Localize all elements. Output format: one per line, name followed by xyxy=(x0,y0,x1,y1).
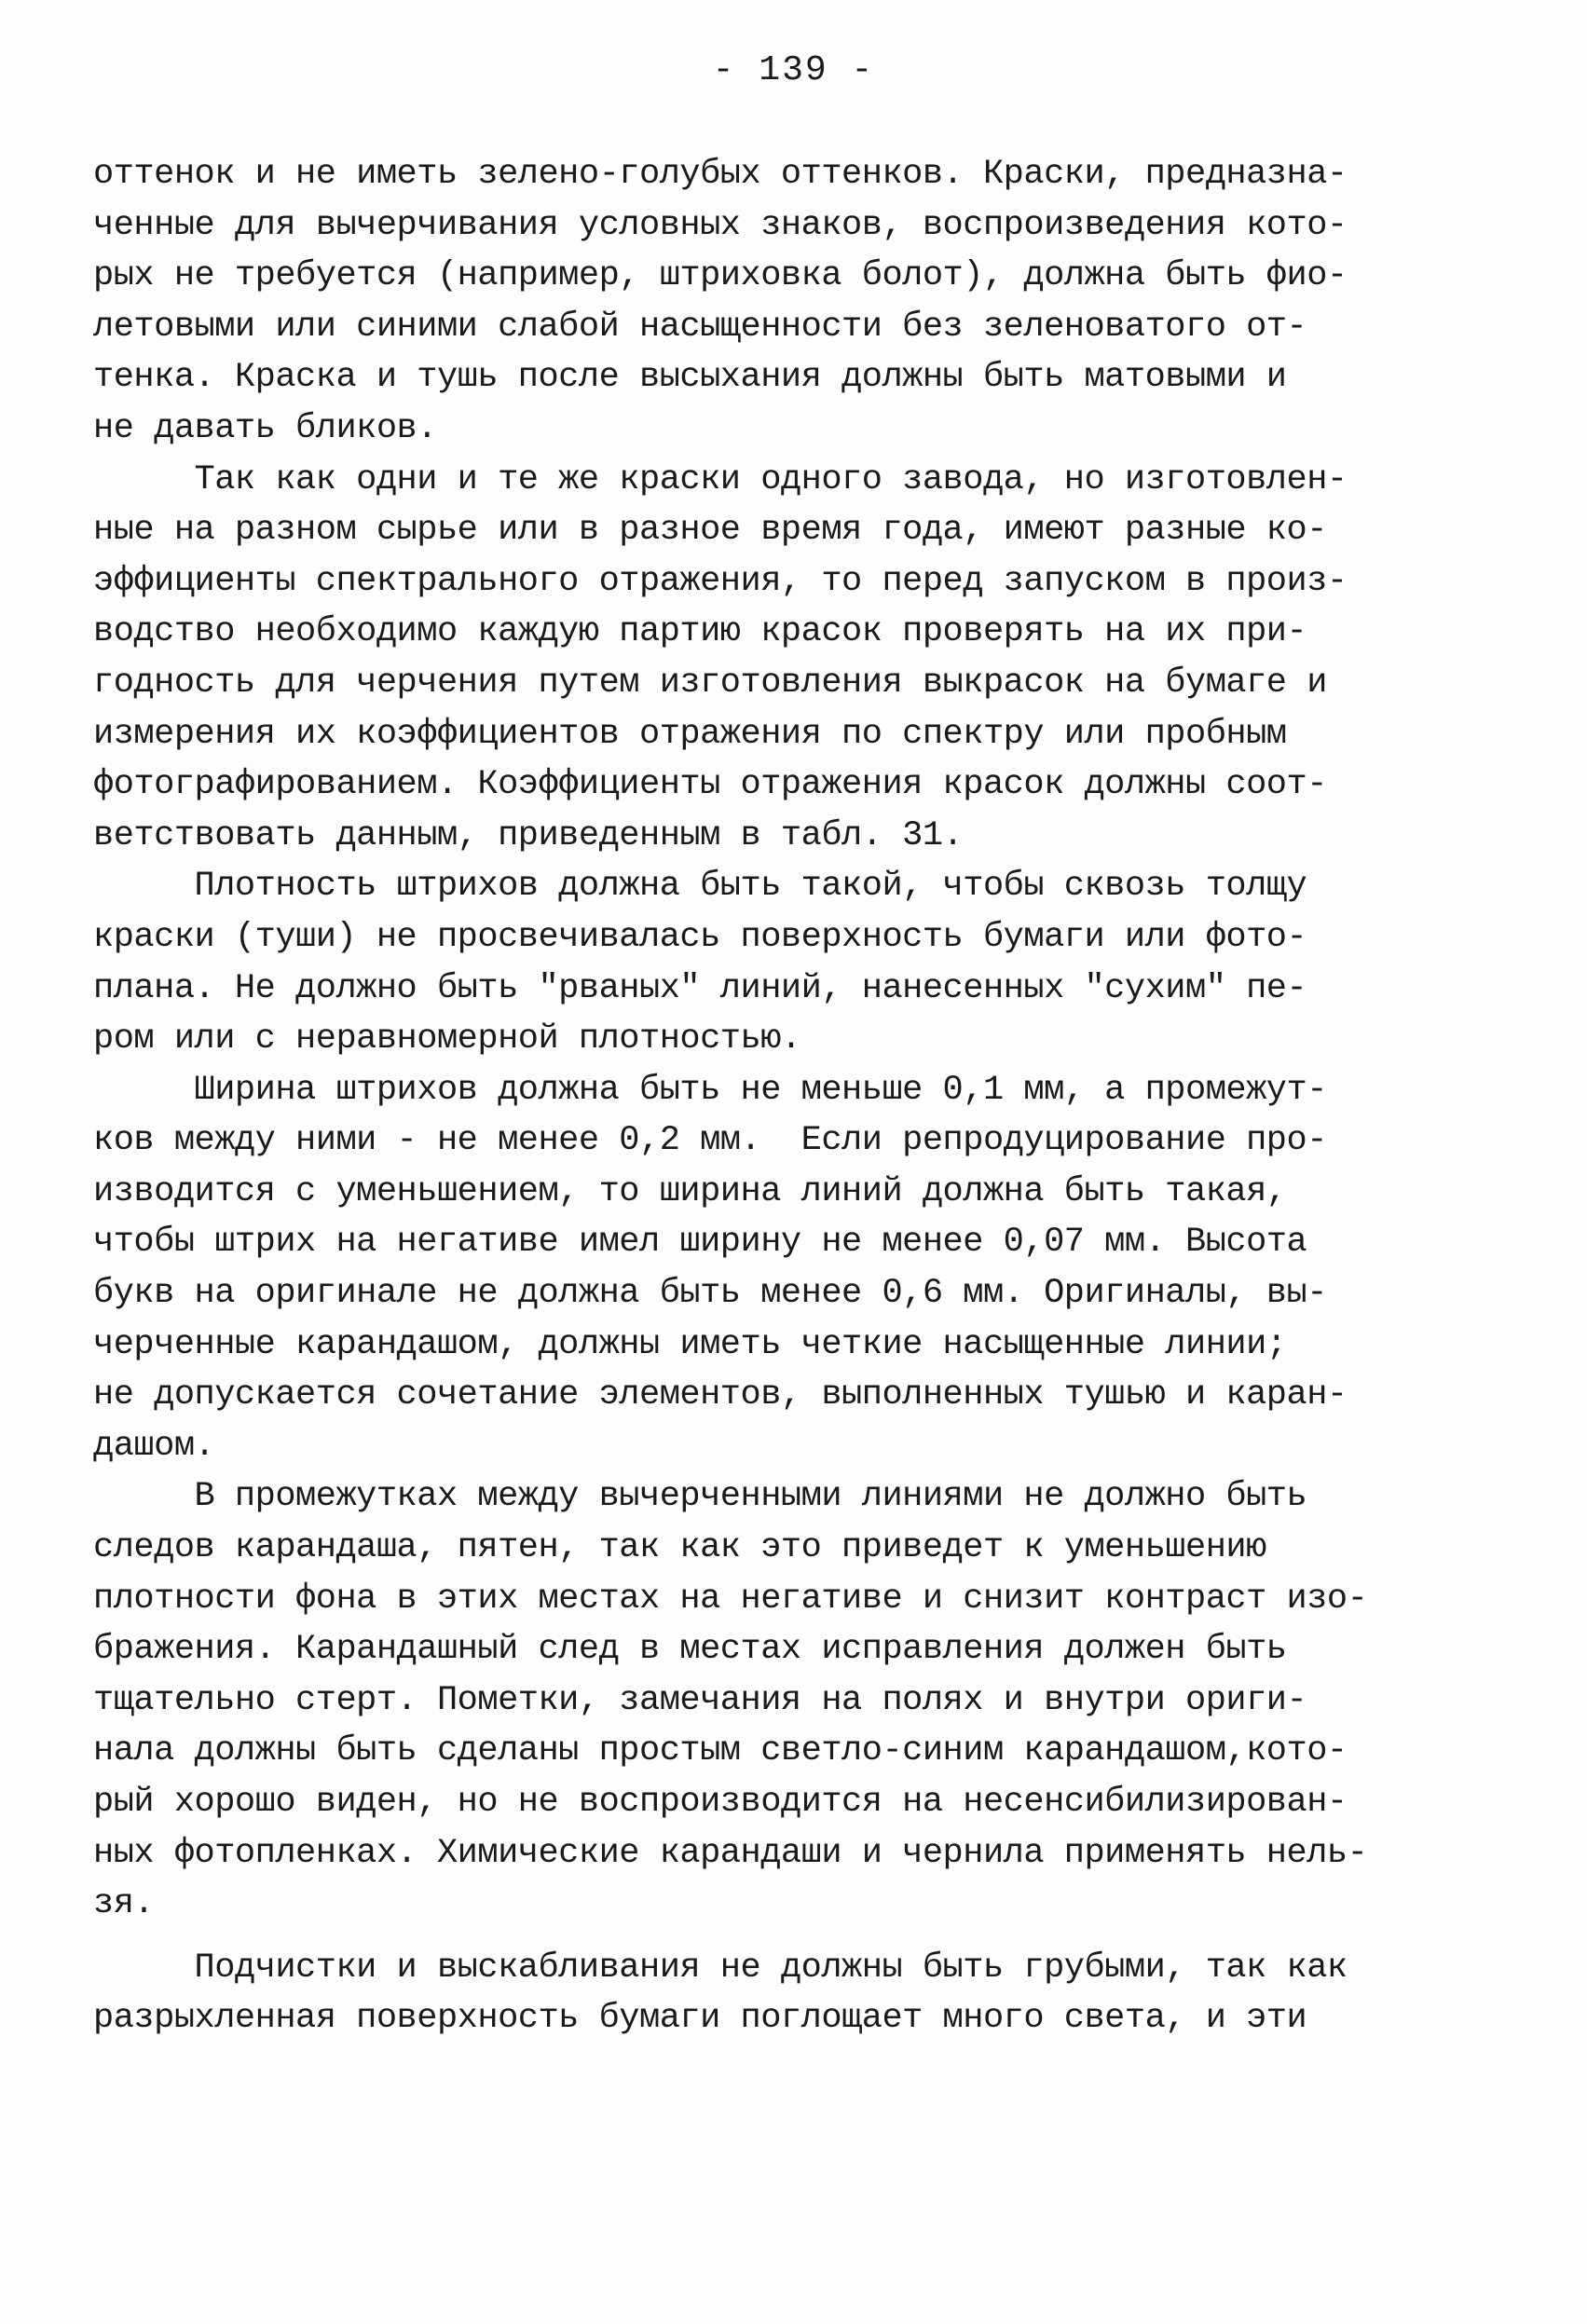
text-line: нала должны быть сделаны простым светло-синим карандашом,кото- xyxy=(93,1731,1348,1771)
text-line: Плотность штрихов должна быть такой, чтобы сквозь толщу xyxy=(93,867,1307,907)
text-line: букв на оригинале не должна быть менее 0,6 мм. Оригиналы, вы- xyxy=(93,1274,1327,1314)
text-line: тщательно стерт. Пометки, замечания на полях и внутри ориги- xyxy=(93,1680,1307,1720)
text-line: оттенок и не иметь зелено-голубых оттенков. Краски, предназна- xyxy=(93,155,1348,194)
text-line: не давать бликов. xyxy=(93,408,437,448)
body-text xyxy=(93,149,1547,2044)
text-line: ные на разном сырье или в разное время года, имеют разные ко- xyxy=(93,511,1327,551)
text-line: эффициенты спектрального отражения, то перед запуском в произ- xyxy=(93,561,1348,601)
text-line: летовыми или синими слабой насыщенности без зеленоватого от- xyxy=(93,307,1307,347)
text-line: рых не требуется (например, штриховка болот), должна быть фио- xyxy=(93,256,1348,296)
text-line: чтобы штрих на негативе имел ширину не менее 0,07 мм. Высота xyxy=(93,1223,1307,1263)
text-line: изводится с уменьшением, то ширина линий должна быть такая, xyxy=(93,1171,1287,1211)
page-number: - 139 - xyxy=(712,50,875,90)
text-line: краски (туши) не просвечивалась поверхность бумаги или фото- xyxy=(93,917,1307,957)
text-line: фотографированием. Коэффициенты отражения красок должны соот- xyxy=(93,765,1327,805)
text-line: следов карандаша, пятен, так как это приведет к уменьшению xyxy=(93,1528,1266,1568)
text-line: тенка. Краска и тушь после высыхания должны быть матовыми и xyxy=(93,358,1287,398)
text-line: Подчистки и выскабливания не должны быть грубыми, так как xyxy=(93,1948,1348,1988)
text-line: бражения. Карандашный след в местах исправления должен быть xyxy=(93,1630,1287,1670)
text-line: плана. Не должно быть "рваных" линий, нанесенных "сухим" пе- xyxy=(93,968,1307,1008)
text-line: годность для черчения путем изготовления выкрасок на бумаге и xyxy=(93,663,1327,703)
text-line: дашом. xyxy=(93,1426,215,1466)
text-line: измерения их коэффициентов отражения по спектру или пробным xyxy=(93,714,1287,754)
text-line: плотности фона в этих местах на негативе и снизит контраст изо- xyxy=(93,1579,1368,1619)
text-line: разрыхленная поверхность бумаги поглощает много света, и эти xyxy=(93,1999,1307,2039)
text-line: рый хорошо виден, но не воспроизводится на несенсибилизирован- xyxy=(93,1783,1348,1822)
text-line: Так как одни и те же краски одного завода, но изготовлен- xyxy=(93,459,1348,499)
text-line: ченные для вычерчивания условных знаков, воспроизведения кото- xyxy=(93,205,1348,245)
text-line: ром или с неравномерной плотностью. xyxy=(93,1019,801,1059)
text-line: черченные карандашом, должны иметь четкие насыщенные линии; xyxy=(93,1324,1287,1364)
text-line: Ширина штрихов должна быть не меньше 0,1 мм, а промежут- xyxy=(93,1070,1327,1110)
text-line: ветствовать данным, приведенным в табл. 31. xyxy=(93,815,964,855)
text-line: В промежутках между вычерченными линиями не должно быть xyxy=(93,1477,1307,1517)
text-line: ных фотопленках. Химические карандаши и чернила применять нель- xyxy=(93,1833,1368,1873)
text-line: ков между ними - не менее 0,2 мм. Если репродуцирование про- xyxy=(93,1121,1327,1161)
text-line: зя. xyxy=(93,1884,155,1924)
text-line: не допускается сочетание элементов, выполненных тушью и каран- xyxy=(93,1375,1348,1415)
text-line: водство необходимо каждую партию красок проверять на их при- xyxy=(93,612,1307,652)
